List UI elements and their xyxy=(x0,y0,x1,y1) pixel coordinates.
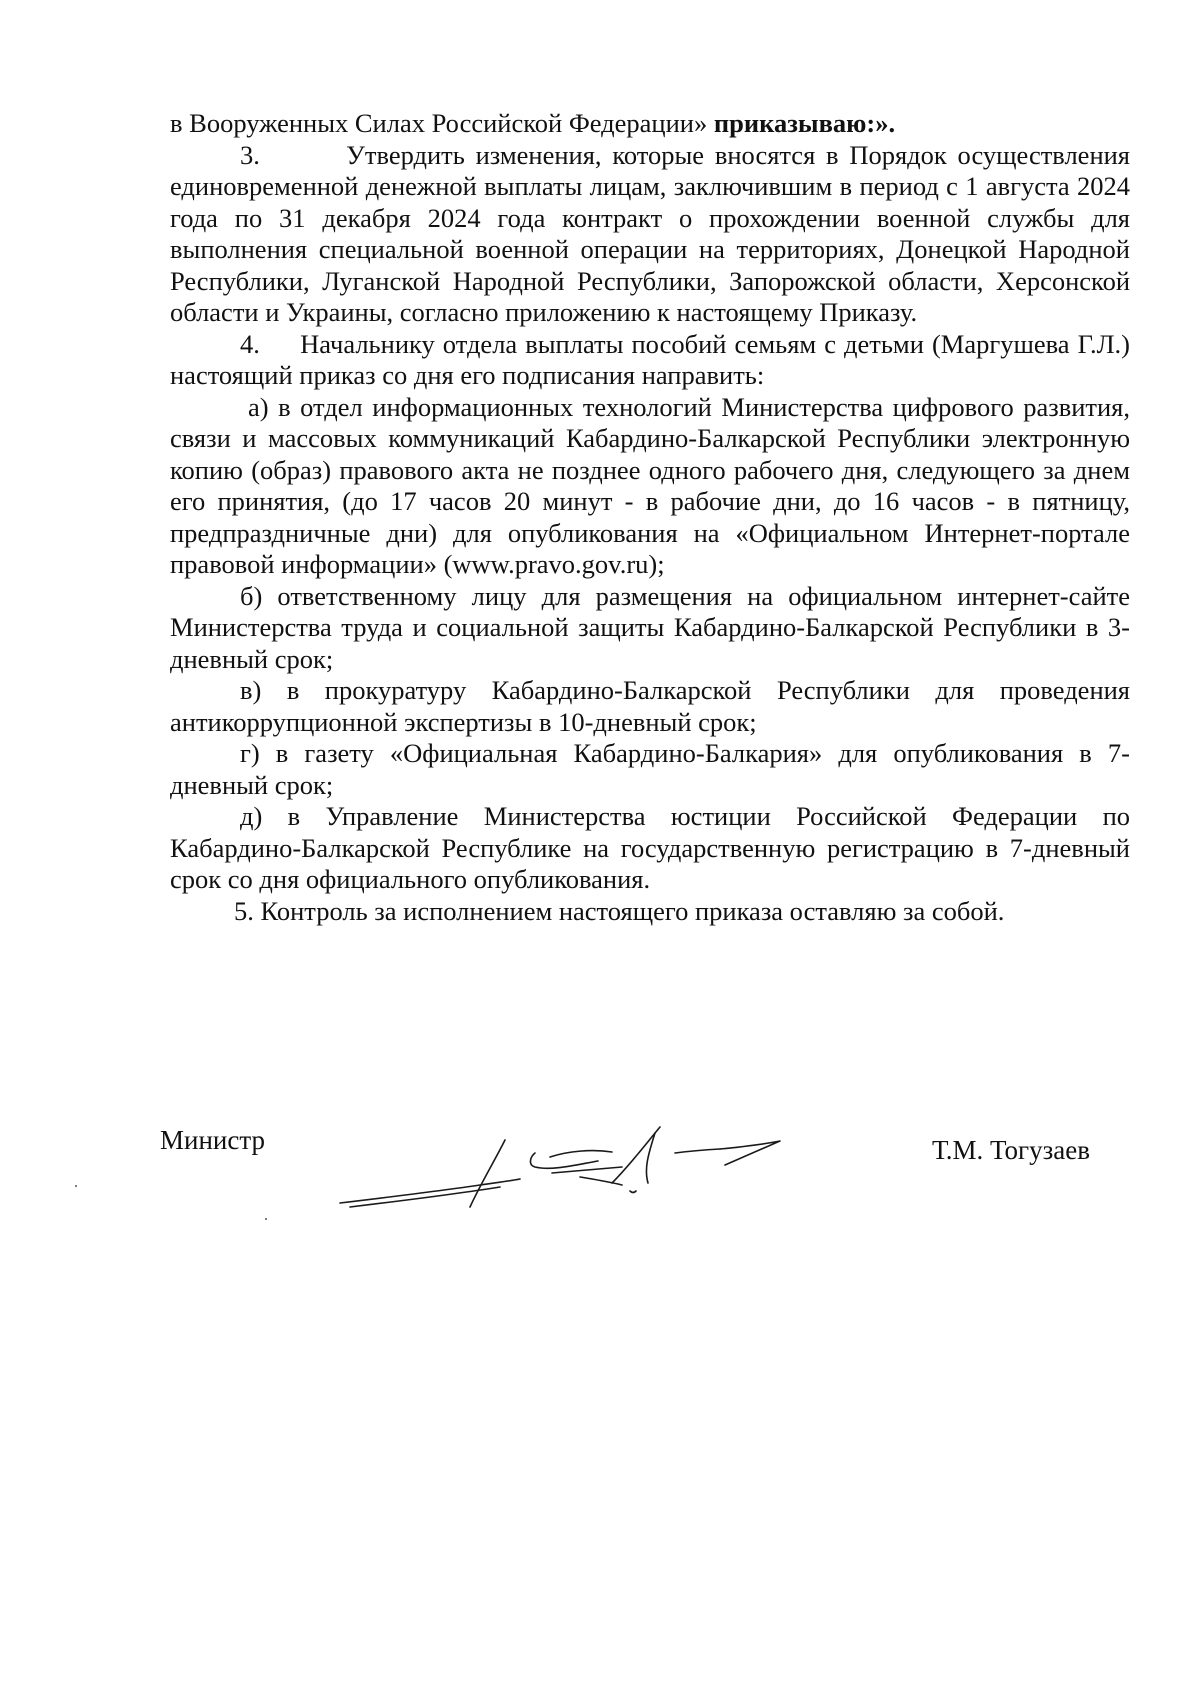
subitem-a: а) в отдел информационных технологий Министерства цифрового развития, связи и массовых коммуникаций Кабардино-Балкарской Республики электронную копию (образ) правового акта не позднее одного рабочего дня, следующего за днем его принятия, (до 17 часов 20 минут - в рабочие дни, до 16 часов - в пятницу, предпраздничные дни) для опубликования на «Официальном Интернет-портале правовой информации» (www.pravo.gov.ru); xyxy=(170,391,1130,579)
signatory-name: Т.М. Тогузаев xyxy=(932,1135,1090,1165)
lead-bold-text: приказываю:». xyxy=(713,108,896,138)
scan-speck xyxy=(75,1185,77,1187)
signatory-title: Министр xyxy=(160,1125,265,1155)
signature-block xyxy=(0,1125,1200,1205)
item-4: 4. Начальнику отдела выплаты пособий семьям с детьми (Маргушева Г.Л.) настоящий приказ со дня его подписания направить: xyxy=(170,328,1130,390)
subitem-v: в) в прокуратуру Кабардино-Балкарской Республики для проведения антикоррупционной экспертизы в 10-дневный срок; xyxy=(170,675,1130,737)
subitem-d: д) в Управление Министерства юстиции Российской Федерации по Кабардино-Балкарской Республике на государственную регистрацию в 7-дневный срок со дня официального опубликования. xyxy=(170,801,1130,894)
subitem-g: г) в газету «Официальная Кабардино-Балкария» для опубликования в 7-дневный срок; xyxy=(170,738,1130,800)
item-5: 5. Контроль за исполнением настоящего приказа оставляю за собой. xyxy=(234,895,1005,926)
lead-line xyxy=(170,108,1130,140)
item-3: 3. Утвердить изменения, которые вносятся в Порядок осуществления единовременной денежной выплаты лицам, заключившим в период с 1 августа 2024 года по 31 декабря 2024 года контракт о прохождении военной службы для выполнения специальной военной операции на территориях, Донецкой Народной Республики, Луганской Народной Республики, Запорожской области, Херсонской области и Украины, согласно приложению к настоящему Приказу. xyxy=(170,139,1130,327)
handwritten-signature xyxy=(330,1105,830,1215)
lead-text: в Вооруженных Силах Российской Федерации» xyxy=(170,108,708,138)
subitem-b: б) ответственному лицу для размещения на официальном интернет-сайте Министерства труда и социальной защиты Кабардино-Балкарской Республики в 3-дневный срок; xyxy=(170,580,1130,674)
document-body xyxy=(170,108,1130,927)
scan-speck xyxy=(265,1218,267,1220)
